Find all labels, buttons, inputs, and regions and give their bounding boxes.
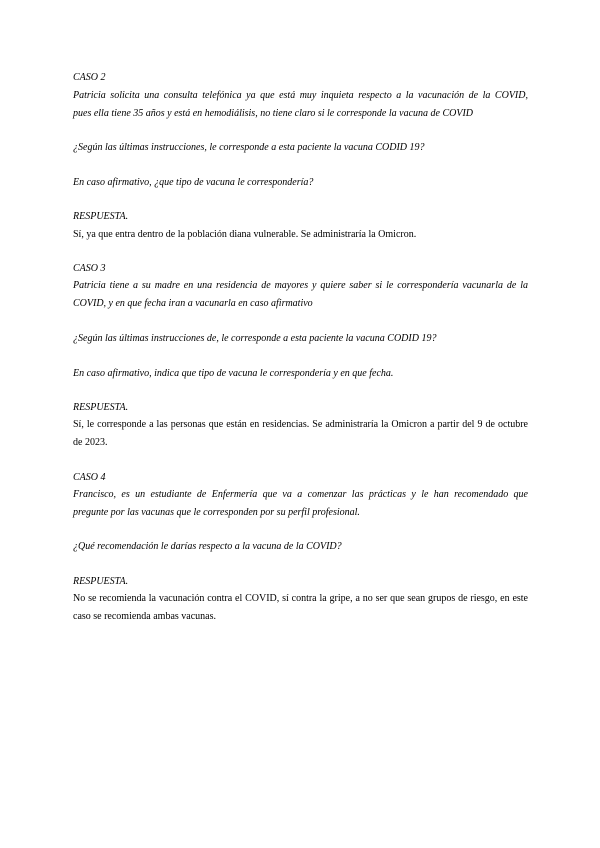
caso2-answer-line-1: Sí, ya que entra dentro de la población diana vulnerable. Se administraría la Omicron. — [73, 229, 417, 240]
caso4-statement-line-2: pregunte por las vacunas que le corresponden por su perfil profesional. — [73, 507, 360, 518]
caso2-statement-line-2: pues ella tiene 35 años y está en hemodiálisis, no tiene claro si le corresponde la vacuna de COVID — [73, 108, 474, 119]
caso3-statement-line-2: COVID, y en que fecha iran a vacunarla en caso afirmativo — [73, 298, 313, 309]
caso4-answer-line-1: No se recomienda la vacunación contra el COVID, sí contra la gripe, a no ser que sean grupos de riesgo, en este — [73, 593, 528, 604]
caso4-heading: CASO 4 — [73, 472, 106, 483]
caso4-statement-line-1: Francisco, es un estudiante de Enfermería que va a comenzar las prácticas y le han recomendado que — [73, 489, 528, 500]
caso2-heading: CASO 2 — [73, 72, 106, 83]
caso2-statement-line-1: Patricia solicita una consulta telefónica ya que está muy inquieta respecto a la vacunación de la COVID, — [73, 90, 528, 101]
caso4-question-1: ¿Qué recomendación le darías respecto a la vacuna de la COVID? — [73, 541, 342, 552]
caso3-question-2: En caso afirmativo, indica que tipo de vacuna le correspondería y en que fecha. — [73, 368, 394, 379]
caso3-statement-line-1: Patricia tiene a su madre en una residencia de mayores y quiere saber si le correspondería vacunarla de la — [73, 280, 528, 291]
caso2-question-2: En caso afirmativo, ¿que tipo de vacuna le correspondería? — [73, 177, 314, 188]
caso3-question-1: ¿Según las últimas instrucciones de, le corresponde a esta paciente la vacuna CODID 19? — [73, 333, 437, 344]
caso3-heading: CASO 3 — [73, 263, 106, 274]
caso3-answer-line-1: Sí, le corresponde a las personas que están en residencias. Se administraría la Omicron a partir del 9 de octubre — [73, 419, 528, 430]
caso4-answer-label: RESPUESTA. — [73, 576, 129, 587]
caso3-answer-line-2: de 2023. — [73, 437, 108, 448]
caso2-answer-label: RESPUESTA. — [73, 211, 129, 222]
caso4-answer-line-2: caso se recomienda ambas vacunas. — [73, 611, 216, 622]
caso2-question-1: ¿Según las últimas instrucciones, le corresponde a esta paciente la vacuna CODID 19? — [73, 142, 425, 153]
caso3-answer-label: RESPUESTA. — [73, 402, 129, 413]
